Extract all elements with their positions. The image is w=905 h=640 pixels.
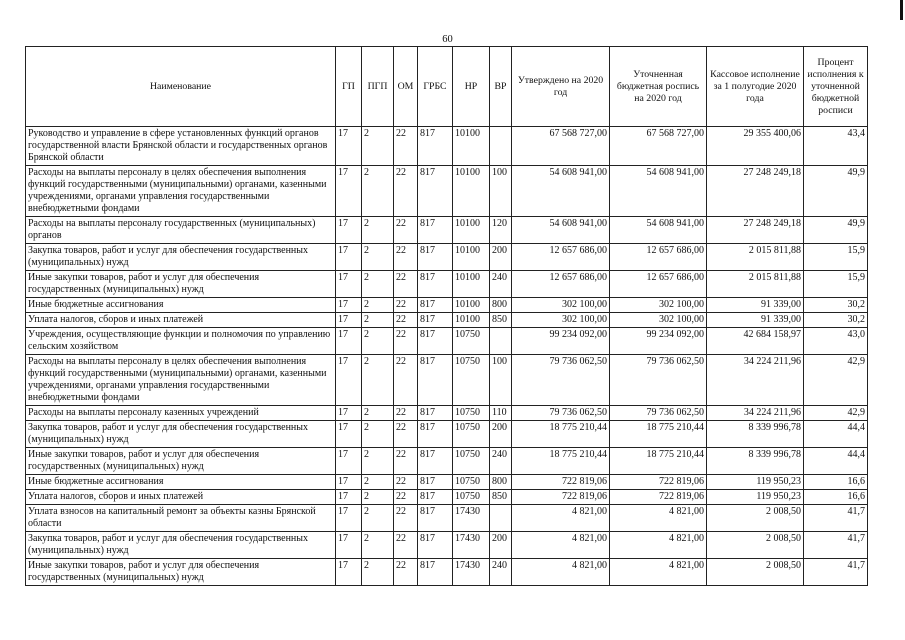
cell-grbs: 817	[418, 244, 453, 271]
cell-percent: 16,6	[804, 490, 868, 505]
cell-grbs: 817	[418, 127, 453, 166]
cell-percent: 41,7	[804, 532, 868, 559]
cell-name: Расходы на выплаты персоналу в целях обеспечения выполнения функций государственными (муниципальными) органами, казенными учреждениями, органами управления государственными внебюджетными фондами	[26, 166, 336, 217]
cell-ppgp: 2	[362, 298, 394, 313]
cell-np: 10100	[453, 127, 490, 166]
cell-executed: 119 950,23	[707, 475, 804, 490]
cell-np: 10100	[453, 271, 490, 298]
cell-executed: 34 224 211,96	[707, 355, 804, 406]
cell-vr: 200	[490, 244, 512, 271]
cell-np: 10100	[453, 244, 490, 271]
cell-approved: 302 100,00	[512, 298, 610, 313]
cell-executed: 27 248 249,18	[707, 166, 804, 217]
cell-percent: 44,4	[804, 421, 868, 448]
cell-gp: 17	[336, 328, 362, 355]
cell-approved: 722 819,06	[512, 490, 610, 505]
scan-edge-mark	[900, 0, 903, 20]
cell-vr	[490, 127, 512, 166]
cell-np: 10100	[453, 217, 490, 244]
header-np: НР	[453, 47, 490, 127]
table-header-row	[26, 47, 868, 127]
cell-ppgp: 2	[362, 127, 394, 166]
cell-percent: 49,9	[804, 217, 868, 244]
cell-name: Иные закупки товаров, работ и услуг для обеспечения государственных (муниципальных) нужд	[26, 448, 336, 475]
cell-np: 10750	[453, 490, 490, 505]
cell-approved: 67 568 727,00	[512, 127, 610, 166]
cell-vr: 240	[490, 559, 512, 586]
cell-refined: 79 736 062,50	[610, 406, 707, 421]
cell-approved: 99 234 092,00	[512, 328, 610, 355]
cell-ppgp: 2	[362, 313, 394, 328]
cell-ppgp: 2	[362, 505, 394, 532]
table-row	[26, 475, 868, 490]
cell-refined: 67 568 727,00	[610, 127, 707, 166]
cell-om: 22	[394, 127, 418, 166]
cell-grbs: 817	[418, 298, 453, 313]
cell-om: 22	[394, 421, 418, 448]
cell-percent: 30,2	[804, 313, 868, 328]
header-gp: ГП	[336, 47, 362, 127]
cell-approved: 79 736 062,50	[512, 355, 610, 406]
cell-refined: 54 608 941,00	[610, 166, 707, 217]
budget-execution-table	[25, 46, 868, 586]
header-ppgp: ПГП	[362, 47, 394, 127]
cell-refined: 54 608 941,00	[610, 217, 707, 244]
cell-gp: 17	[336, 298, 362, 313]
cell-om: 22	[394, 166, 418, 217]
cell-refined: 722 819,06	[610, 490, 707, 505]
table-row	[26, 166, 868, 217]
cell-ppgp: 2	[362, 448, 394, 475]
header-percent: Процент исполнения к уточненной бюджетной росписи	[804, 47, 868, 127]
cell-om: 22	[394, 490, 418, 505]
cell-ppgp: 2	[362, 406, 394, 421]
cell-gp: 17	[336, 475, 362, 490]
cell-refined: 99 234 092,00	[610, 328, 707, 355]
cell-vr: 800	[490, 298, 512, 313]
cell-np: 17430	[453, 559, 490, 586]
header-approved: Утверждено на 2020 год	[512, 47, 610, 127]
cell-gp: 17	[336, 166, 362, 217]
cell-refined: 4 821,00	[610, 532, 707, 559]
cell-om: 22	[394, 271, 418, 298]
cell-grbs: 817	[418, 328, 453, 355]
cell-name: Уплата налогов, сборов и иных платежей	[26, 490, 336, 505]
table-row	[26, 490, 868, 505]
cell-om: 22	[394, 244, 418, 271]
cell-percent: 16,6	[804, 475, 868, 490]
header-om: ОМ	[394, 47, 418, 127]
cell-percent: 44,4	[804, 448, 868, 475]
cell-name: Расходы на выплаты персоналу государственных (муниципальных) органов	[26, 217, 336, 244]
cell-grbs: 817	[418, 355, 453, 406]
cell-np: 10750	[453, 448, 490, 475]
header-grbs: ГРБС	[418, 47, 453, 127]
cell-ppgp: 2	[362, 328, 394, 355]
cell-refined: 79 736 062,50	[610, 355, 707, 406]
cell-gp: 17	[336, 559, 362, 586]
cell-om: 22	[394, 217, 418, 244]
cell-om: 22	[394, 313, 418, 328]
cell-approved: 12 657 686,00	[512, 244, 610, 271]
cell-executed: 2 015 811,88	[707, 244, 804, 271]
cell-gp: 17	[336, 532, 362, 559]
cell-approved: 18 775 210,44	[512, 421, 610, 448]
cell-name: Расходы на выплаты персоналу казенных учреждений	[26, 406, 336, 421]
cell-grbs: 817	[418, 421, 453, 448]
cell-percent: 15,9	[804, 244, 868, 271]
cell-vr: 100	[490, 355, 512, 406]
table-row	[26, 328, 868, 355]
cell-grbs: 817	[418, 475, 453, 490]
cell-refined: 302 100,00	[610, 298, 707, 313]
cell-refined: 18 775 210,44	[610, 448, 707, 475]
cell-approved: 54 608 941,00	[512, 217, 610, 244]
cell-percent: 15,9	[804, 271, 868, 298]
cell-vr: 850	[490, 490, 512, 505]
cell-name: Уплата взносов на капитальный ремонт за объекты казны Брянской области	[26, 505, 336, 532]
cell-om: 22	[394, 559, 418, 586]
table-row	[26, 244, 868, 271]
cell-refined: 12 657 686,00	[610, 271, 707, 298]
cell-approved: 79 736 062,50	[512, 406, 610, 421]
header-name: Наименование	[26, 47, 336, 127]
cell-executed: 42 684 158,97	[707, 328, 804, 355]
cell-vr: 200	[490, 532, 512, 559]
cell-om: 22	[394, 355, 418, 406]
cell-vr: 120	[490, 217, 512, 244]
table-row	[26, 421, 868, 448]
cell-percent: 41,7	[804, 559, 868, 586]
cell-vr: 800	[490, 475, 512, 490]
cell-ppgp: 2	[362, 244, 394, 271]
cell-np: 10750	[453, 355, 490, 406]
cell-gp: 17	[336, 421, 362, 448]
cell-approved: 4 821,00	[512, 532, 610, 559]
table-row	[26, 355, 868, 406]
cell-executed: 29 355 400,06	[707, 127, 804, 166]
cell-gp: 17	[336, 244, 362, 271]
cell-vr	[490, 505, 512, 532]
cell-gp: 17	[336, 490, 362, 505]
cell-refined: 4 821,00	[610, 505, 707, 532]
cell-grbs: 817	[418, 406, 453, 421]
cell-ppgp: 2	[362, 421, 394, 448]
cell-executed: 91 339,00	[707, 298, 804, 313]
cell-om: 22	[394, 475, 418, 490]
cell-executed: 8 339 996,78	[707, 448, 804, 475]
cell-np: 10100	[453, 166, 490, 217]
cell-ppgp: 2	[362, 217, 394, 244]
cell-refined: 18 775 210,44	[610, 421, 707, 448]
cell-refined: 12 657 686,00	[610, 244, 707, 271]
cell-grbs: 817	[418, 313, 453, 328]
cell-executed: 2 008,50	[707, 505, 804, 532]
cell-ppgp: 2	[362, 271, 394, 298]
cell-gp: 17	[336, 406, 362, 421]
table-row	[26, 217, 868, 244]
cell-gp: 17	[336, 127, 362, 166]
cell-name: Иные бюджетные ассигнования	[26, 298, 336, 313]
table-row	[26, 406, 868, 421]
cell-grbs: 817	[418, 271, 453, 298]
cell-approved: 302 100,00	[512, 313, 610, 328]
cell-om: 22	[394, 532, 418, 559]
cell-np: 10100	[453, 298, 490, 313]
cell-ppgp: 2	[362, 166, 394, 217]
header-executed: Кассовое исполнение за 1 полугодие 2020 года	[707, 47, 804, 127]
cell-executed: 2 008,50	[707, 559, 804, 586]
cell-executed: 2 015 811,88	[707, 271, 804, 298]
cell-vr: 240	[490, 271, 512, 298]
cell-grbs: 817	[418, 217, 453, 244]
table-row	[26, 313, 868, 328]
table-row	[26, 532, 868, 559]
cell-gp: 17	[336, 505, 362, 532]
cell-percent: 30,2	[804, 298, 868, 313]
cell-vr	[490, 328, 512, 355]
cell-vr: 200	[490, 421, 512, 448]
cell-om: 22	[394, 406, 418, 421]
cell-name: Иные закупки товаров, работ и услуг для обеспечения государственных (муниципальных) нужд	[26, 559, 336, 586]
cell-gp: 17	[336, 355, 362, 406]
cell-executed: 8 339 996,78	[707, 421, 804, 448]
cell-np: 17430	[453, 505, 490, 532]
cell-name: Закупка товаров, работ и услуг для обеспечения государственных (муниципальных) нужд	[26, 244, 336, 271]
page-number: 60	[442, 34, 453, 45]
cell-percent: 42,9	[804, 355, 868, 406]
cell-gp: 17	[336, 313, 362, 328]
cell-percent: 42,9	[804, 406, 868, 421]
cell-name: Закупка товаров, работ и услуг для обеспечения государственных (муниципальных) нужд	[26, 532, 336, 559]
cell-percent: 49,9	[804, 166, 868, 217]
cell-approved: 54 608 941,00	[512, 166, 610, 217]
table-row	[26, 298, 868, 313]
cell-np: 10100	[453, 313, 490, 328]
cell-om: 22	[394, 298, 418, 313]
cell-refined: 722 819,06	[610, 475, 707, 490]
cell-name: Расходы на выплаты персоналу в целях обеспечения выполнения функций государственными (муниципальными) органами, казенными учреждениями, органами управления государственными внебюджетными фондами	[26, 355, 336, 406]
cell-np: 10750	[453, 475, 490, 490]
cell-grbs: 817	[418, 448, 453, 475]
cell-grbs: 817	[418, 490, 453, 505]
cell-name: Иные закупки товаров, работ и услуг для обеспечения государственных (муниципальных) нужд	[26, 271, 336, 298]
cell-ppgp: 2	[362, 475, 394, 490]
cell-name: Иные бюджетные ассигнования	[26, 475, 336, 490]
cell-name: Учреждения, осуществляющие функции и полномочия по управлению сельским хозяйством	[26, 328, 336, 355]
cell-ppgp: 2	[362, 490, 394, 505]
cell-np: 17430	[453, 532, 490, 559]
cell-executed: 119 950,23	[707, 490, 804, 505]
cell-om: 22	[394, 505, 418, 532]
cell-percent: 43,4	[804, 127, 868, 166]
cell-vr: 240	[490, 448, 512, 475]
cell-name: Закупка товаров, работ и услуг для обеспечения государственных (муниципальных) нужд	[26, 421, 336, 448]
cell-approved: 12 657 686,00	[512, 271, 610, 298]
table-row	[26, 505, 868, 532]
cell-executed: 27 248 249,18	[707, 217, 804, 244]
cell-ppgp: 2	[362, 355, 394, 406]
cell-executed: 91 339,00	[707, 313, 804, 328]
cell-vr: 100	[490, 166, 512, 217]
cell-gp: 17	[336, 271, 362, 298]
cell-grbs: 817	[418, 532, 453, 559]
cell-percent: 41,7	[804, 505, 868, 532]
cell-np: 10750	[453, 328, 490, 355]
cell-refined: 4 821,00	[610, 559, 707, 586]
cell-om: 22	[394, 448, 418, 475]
table-row	[26, 271, 868, 298]
cell-approved: 722 819,06	[512, 475, 610, 490]
cell-om: 22	[394, 328, 418, 355]
cell-np: 10750	[453, 406, 490, 421]
table-row	[26, 127, 868, 166]
cell-vr: 850	[490, 313, 512, 328]
cell-ppgp: 2	[362, 559, 394, 586]
cell-refined: 302 100,00	[610, 313, 707, 328]
cell-vr: 110	[490, 406, 512, 421]
cell-grbs: 817	[418, 505, 453, 532]
cell-approved: 4 821,00	[512, 559, 610, 586]
table-row	[26, 559, 868, 586]
table-row	[26, 448, 868, 475]
cell-gp: 17	[336, 217, 362, 244]
cell-percent: 43,0	[804, 328, 868, 355]
cell-approved: 4 821,00	[512, 505, 610, 532]
table-body	[26, 127, 868, 586]
header-refined: Уточненная бюджетная роспись на 2020 год	[610, 47, 707, 127]
header-vr: ВР	[490, 47, 512, 127]
cell-executed: 34 224 211,96	[707, 406, 804, 421]
cell-grbs: 817	[418, 559, 453, 586]
cell-approved: 18 775 210,44	[512, 448, 610, 475]
cell-executed: 2 008,50	[707, 532, 804, 559]
cell-grbs: 817	[418, 166, 453, 217]
cell-gp: 17	[336, 448, 362, 475]
cell-name: Уплата налогов, сборов и иных платежей	[26, 313, 336, 328]
cell-np: 10750	[453, 421, 490, 448]
cell-name: Руководство и управление в сфере установленных функций органов государственной власти Брянской области и государственных органов Брянской области	[26, 127, 336, 166]
cell-ppgp: 2	[362, 532, 394, 559]
